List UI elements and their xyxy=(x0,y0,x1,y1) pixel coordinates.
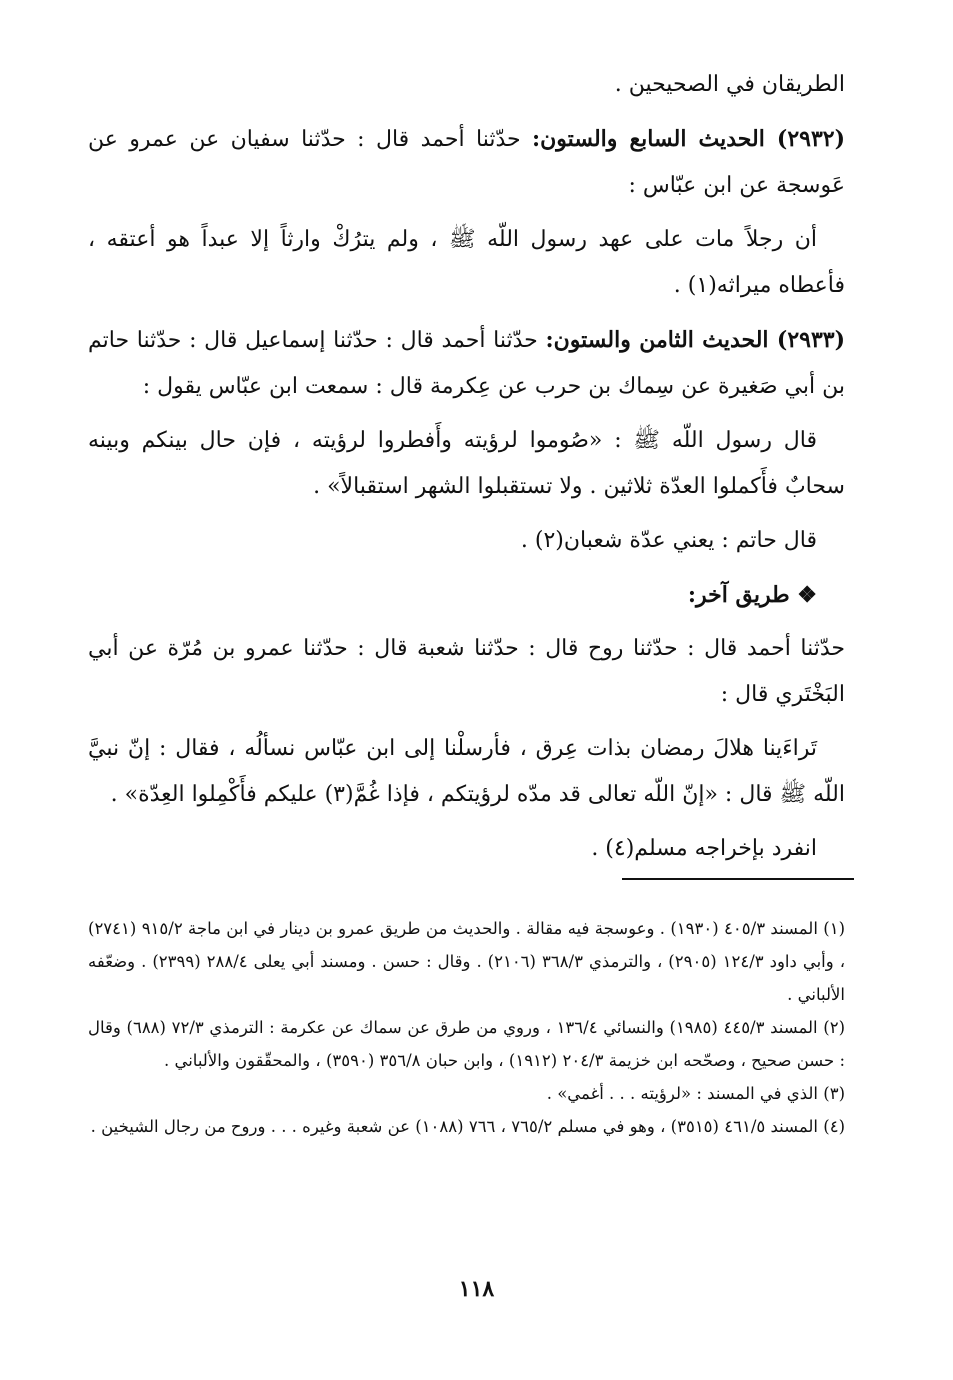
intro-line: الطريقان في الصحيحين . xyxy=(614,72,845,97)
footnotes xyxy=(88,912,845,1143)
page-number: ١١٨ xyxy=(458,1276,495,1302)
other-route-text: تَراءَينا هلالَ رمضان بذات عِرق ، فأرسلْنا إلى ابن عبّاس نسألُه ، فقال : إنّ نبيَّ اللّه ﷺ قال : «إنّ اللّه تعالى قد مدّه لرؤيتكم ، فإذا غُمَّ(٣) عليكم فأَكْمِلوا العِدّة» . xyxy=(88,736,845,807)
hadith-2933-chain-paragraph xyxy=(88,317,845,410)
hadith-2933-note: قال حاتم : يعني عدّة شعبان(٢) . xyxy=(520,528,817,553)
footnote-1: (١) المسند ٤٠٥/٣ (١٩٣٠) . وعوسجة فيه مقالة . والحديث من طريق عمرو بن دينار في ابن ماجة ٩١٥/٢ (٢٧٤١) ، وأبي داود ١٢٤/٣ (٢٩٠٥) ، والترمذي ٣٦٨/٣ (٢١٠٦) . وقال : حسن . ومسند أبي يعلى ٢٨٨/٤ (٢٣٩٩) . وضعّفه الألباني . xyxy=(88,919,846,1004)
other-route-chain: حدّثنا أحمد قال : حدّثنا روح قال : حدّثنا شعبة قال : حدّثنا عمرو بن مُرّة عن أبي البَخْتَري قال : xyxy=(88,636,845,707)
hadith-2933-chain: حدّثنا أحمد قال : حدّثنا إسماعيل قال : حدّثنا حاتم بن أبي صَغيرة عن سِماك بن حرب عن عِكرمة قال : سمعت ابن عبّاس يقول : xyxy=(88,328,845,399)
hadith-2933-text: قال رسول اللّه ﷺ : «صُوموا لرؤيته وأَفطروا لرؤيته ، فإن حال بينكم وبينه سحابٌ فأَكملوا العدّة ثلاثين . ولا تستقبلوا الشهر استقبالاً» . xyxy=(88,428,845,499)
footnote-3: (٣) الذي في المسند : «لرؤيته . . . أغمي» . xyxy=(546,1084,845,1103)
footnote-4: (٤) المسند ٤٦١/٥ (٣٥١٥) ، وهو في مسلم ٧٦٥/٢ ، ٧٦٦ (١٠٨٨) عن شعبة وغيره . . . وروح من رجال الشيخين . xyxy=(90,1117,845,1136)
hadith-2932-text: أن رجلاً مات على عهد رسول اللّه ﷺ ، ولم يترُكْ وارثاً إلا عبداً هو أعتقه ، فأعطاه ميراثه(١) . xyxy=(88,227,845,298)
hadith-2932-chain: حدّثنا أحمد قال : حدّثنا سفيان عن عمرو عن عَوسجة عن ابن عبّاس : xyxy=(88,127,845,198)
footnote-2: (٢) المسند ٤٤٥/٣ (١٩٨٥) والنسائي ١٣٦/٤ ، وروي من طرق عن سماك عن عكرمة : الترمذي ٧٢/٣ (٦٨٨) وقال : حسن صحيح ، وصحّحه ابن خزيمة ٢٠٤/٣ (١٩١٢) ، وابن حبان ٣٥٦/٨ (٣٥٩٠) ، والمحقّقون والألباني . xyxy=(88,1018,846,1070)
other-route-heading: ❖ طريق آخر: xyxy=(687,582,817,608)
hadith-2933-heading: (٢٩٣٣) الحديث الثامن والستون: xyxy=(545,327,845,353)
hadith-2932-chain-paragraph xyxy=(88,116,845,209)
footnote-separator xyxy=(622,878,854,880)
main-text xyxy=(88,62,845,880)
hadith-2932-heading: (٢٩٣٢) الحديث السابع والستون: xyxy=(532,126,845,152)
other-route-note: انفرد بإخراجه مسلم(٤) . xyxy=(591,836,817,861)
